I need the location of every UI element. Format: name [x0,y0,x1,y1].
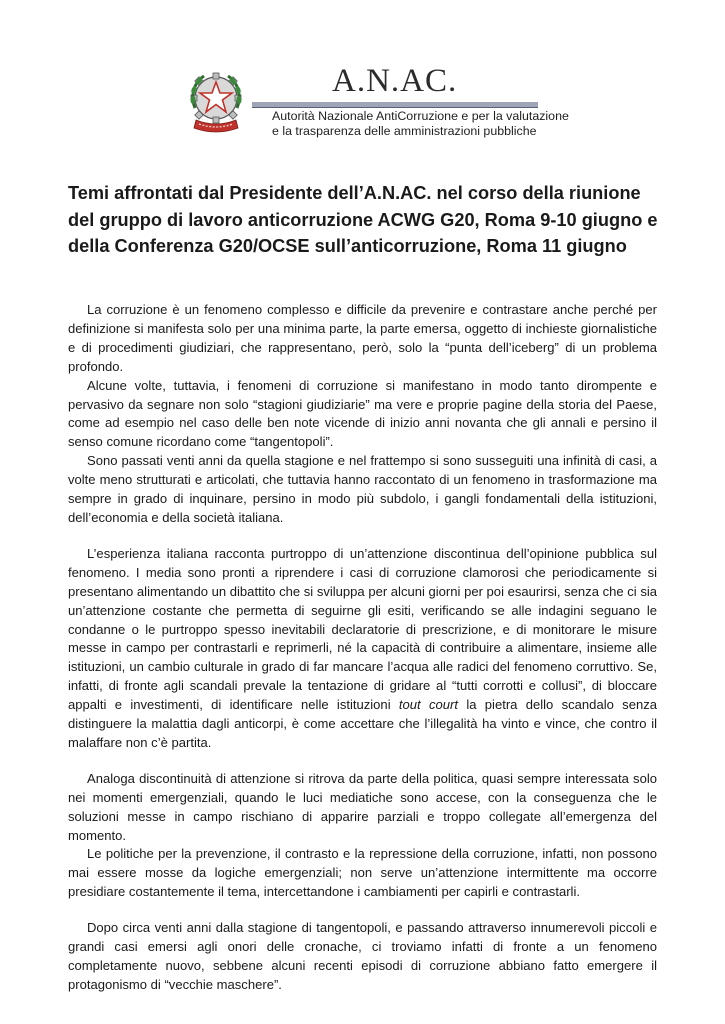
paragraph-4-part-1: L’esperienza italiana racconta purtroppo di un’attenzione discontinua dell’opinione pubblica sul fenomeno. I media sono pronti a riprendere i casi di corruzione clamorosi che periodicamente si presentano alimentando un dibattito che si sviluppa per alcuni giorni per poi esaurirsi, senza che ci sia un’attenzione costante che permetta di seguirne gli esiti, verificando se alle indagini seguano le condanne o le purtroppo spesso inevitabili declaratorie di prescrizione, e di monitorare le misure messe in campo per contrastarli e reprimerli, né la capacità di contribuire a alimentare, insieme alle istituzioni, un cambio culturale in grado di far mancare l’acqua alle radici del fenomeno corruttivo. Se, infatti, di fronte agli scandali prevale la tentazione di gridare al “tutti corrotti e collusi”, di bloccare appalti e investimenti, di identificare nelle istituzioni [68,545,657,713]
org-description-line-1: Autorità Nazionale AntiCorruzione e per la valutazione [272,109,569,123]
document-body [68,301,657,995]
org-description-line-2: e la trasparenza delle amministrazioni pubbliche [272,124,537,138]
document-title: Temi affrontati dal Presidente dell’A.N.AC. nel corso della riunione del gruppo di lavoro anticorruzione ACWG G20, Roma 9-10 giugno e della Conferenza G20/OCSE sull’anticorruzione, Roma 11 giugno [68,183,658,256]
org-name: A.N.AC. [332,63,458,99]
header-rule-inner [252,107,538,108]
paragraph-3: Sono passati venti anni da quella stagione e nel frattempo si sono susseguiti una infinità di casi, a volte meno strutturati e articolati, che tuttavia hanno raccontato di un fenomeno in trasformazione ma sempre in grado di inquinare, persino in modo più subdolo, i gangli fondamentali della istituzioni, dell’economia e della società italiana. [68,453,657,525]
paragraph-4-part-2: la pietra dello scandalo senza distinguere la malattia dagli anticorpi, è come accettare che l’illegalità ha vinto e vince, che contro il malaffare non c’è partita. [68,697,657,750]
paragraph-1: La corruzione è un fenomeno complesso e difficile da prevenire e contrastare anche perché per definizione si manifesta solo per una minima parte, la parte emersa, oggetto di inchieste giornalistiche e di procedimenti giudiziari, che rappresentano, però, solo la “punta dell’iceberg” di un problema profondo. [68,302,657,374]
paragraph-5: Analoga discontinuità di attenzione si ritrova da parte della politica, quasi sempre interessata solo nei momenti emergenziali, quando le luci mediatiche sono accese, con la conseguenza che le soluzioni messe in campo rischiano di apparire parziali e troppo collegate all’emergenza del momento. [68,770,657,843]
italian-republic-emblem-icon [186,68,246,138]
paragraph-4 [68,545,657,753]
paragraph-6: Le politiche per la prevenzione, il contrasto e la repressione della corruzione, infatti, non possono mai essere mosse da logiche emergenziali; non serve un’attenzione intermittente ma occorre presidiare costantemente il tema, intercettandone i cambiamenti per capirli e contrastarli. [68,846,657,900]
paragraph-2: Alcune volte, tuttavia, i fenomeni di corruzione si manifestano in modo tanto dirompente e pervasivo da segnare non solo “stagioni giudiziarie” ma vere e proprie pagine della storia del Paese, come ad esempio nel caso delle ben note vicende di inizio anni novanta che gli annali e persino il senso comune ricordano come “tangentopoli”. [68,377,657,450]
letterhead [186,62,569,142]
org-description [272,109,569,139]
paragraph-7: Dopo circa venti anni dalla stagione di tangentopoli, e passando attraverso innumerevoli piccoli e grandi casi emersi agli onori delle cronache, ci troviamo infatti di fronte a un fenomeno completamente nuovo, sebbene alcuni recenti episodi di corruzione abbiano fatto emergere il protagonismo di “vecchie maschere”. [68,920,657,992]
paragraph-4-emphasis: tout court [398,697,458,713]
